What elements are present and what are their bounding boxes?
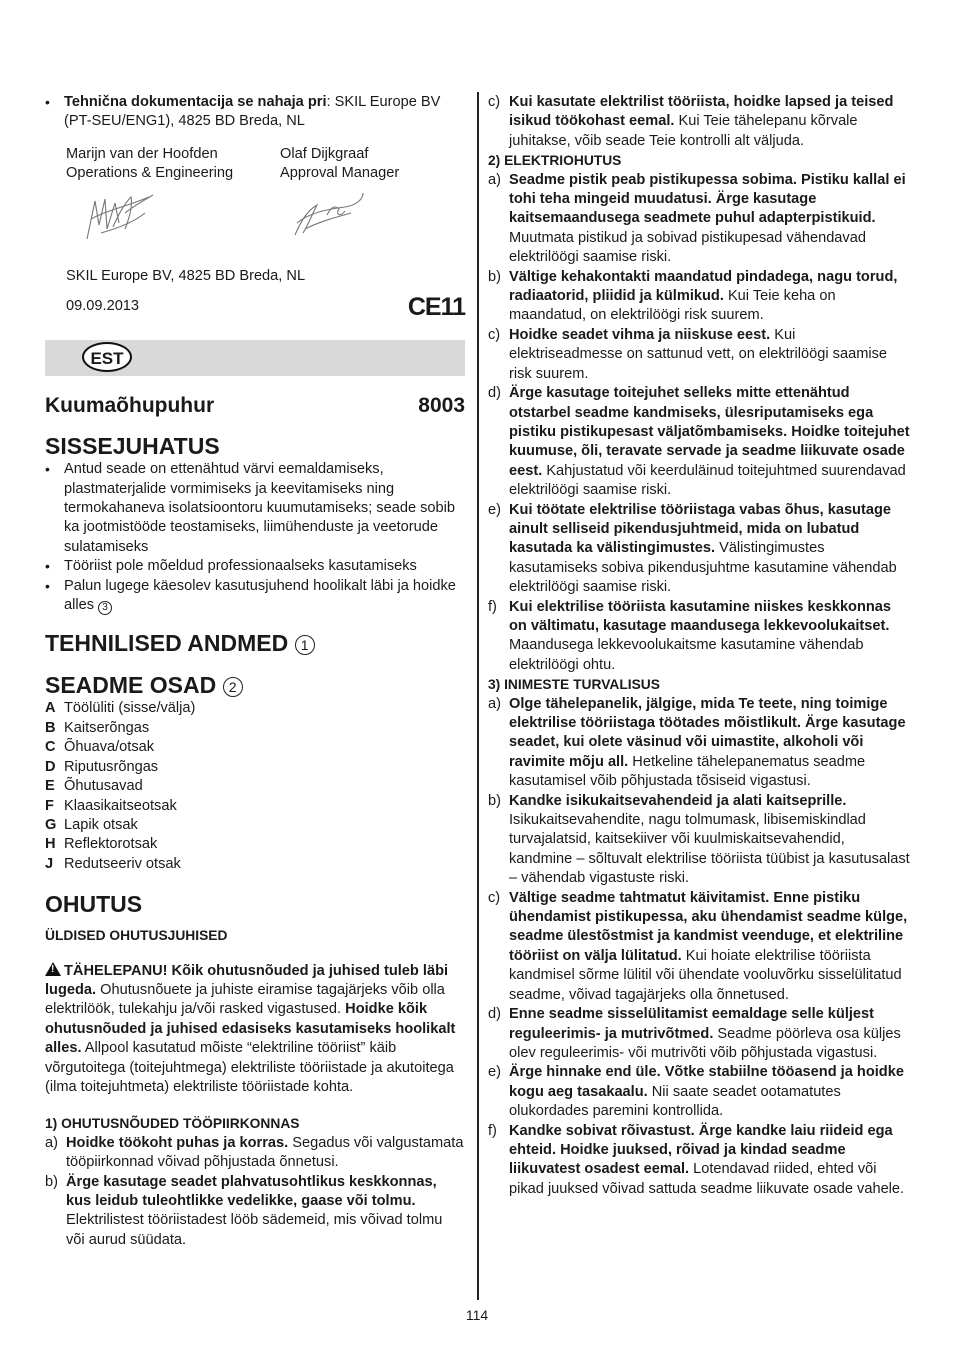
item-body: Kui elektriseadmesse on sattunud vett, on elektrilöögi saamise risk suurem. <box>509 326 888 382</box>
warning-text: Ohutusnõuete ja juhiste eiramise tagajärjeks võib olla elektrilöök, tulekahju ja/või rasked vigastused. <box>45 981 445 1018</box>
part-label: Reflektorotsak <box>64 836 158 853</box>
part-item <box>45 797 465 816</box>
item-text <box>509 171 910 268</box>
language-badge: EST <box>82 342 132 372</box>
warning-bold: TÄHELEPANU! Kõik ohutusnõuded ja juhised tuleb läbi lugeda. <box>45 962 449 998</box>
item-text <box>66 1134 465 1173</box>
item-bold: Hoidke töökoht puhas ja korras. <box>66 1134 289 1151</box>
item-text <box>509 889 910 1005</box>
item-text <box>509 1063 910 1121</box>
item-bold: Ärge hinnake end üle. Võtke stabiilne tööasend ja hoidke kogu aeg tasakaalu. <box>509 1064 904 1100</box>
bullet-dot: • <box>45 94 50 110</box>
intro-bullet <box>45 577 465 616</box>
warning-paragraph <box>45 962 465 1098</box>
item-body: Kui Teie tähelepanu kõrvale juhitakse, võib seade Teie kontrolli alt väljuda. <box>509 113 858 149</box>
tech-doc-bullet <box>45 93 465 132</box>
electrical-item <box>488 598 910 676</box>
warning-bold-2: Hoidke kõik ohutusnõuded ja juhised edasiseks kasutamiseks hoolikalt alles. <box>45 1001 456 1057</box>
signer-2 <box>280 145 399 183</box>
electrical-item <box>488 384 910 500</box>
item-body: Kui Teie keha on maandatud, on elektrilöögi risk suurem. <box>509 288 836 324</box>
safety-heading: OHUTUS <box>45 891 143 918</box>
electrical-item <box>488 268 910 326</box>
product-name: Kuumaõhupuhur <box>45 394 215 418</box>
part-letter: C <box>45 739 56 756</box>
bullet-dot: • <box>45 577 50 594</box>
item-text <box>509 501 910 598</box>
part-label: Riputusrõngas <box>64 758 159 775</box>
item-body: Seadme pöörleva osa küljes olev reguleerimis- või mutrivõti võib põhjustada vigastusi. <box>509 1025 901 1061</box>
item-bold: Kandke isikukaitsevahendeid ja alati kaitseprille. <box>509 792 847 809</box>
item-marker: c) <box>488 94 501 110</box>
part-item <box>45 855 465 874</box>
part-item <box>45 816 465 835</box>
signature-1-image <box>87 195 153 239</box>
date: 09.09.2013 <box>66 298 140 315</box>
item-marker: d) <box>488 1006 501 1023</box>
workarea-item <box>45 1173 465 1251</box>
item-marker: d) <box>488 385 501 402</box>
part-label: Lapik otsak <box>64 816 138 833</box>
part-item <box>45 777 465 796</box>
item-marker: a) <box>488 171 501 188</box>
left-column <box>45 93 465 1250</box>
electrical-heading: 2) ELEKTRIOHUTUS <box>488 153 622 169</box>
item-bold: Ärge kasutage toitejuhet selleks mitte ettenähtud otstarbel seadme kandmiseks, ülesriputamiseks ega pistiku pistikupesast väljatõmbamiseks. Hoidke toitejuhet kuumuse, õli, teravate servade ja seadme liikuvate osade eest. <box>509 385 910 479</box>
tech-heading-text: TEHNILISED ANDMED <box>45 630 289 657</box>
intro-bullet-text: Tööriist pole mõeldud professionaalseks kasutamiseks <box>64 558 417 575</box>
intro-heading: SISSEJUHATUS <box>45 433 220 460</box>
item-text <box>509 384 910 500</box>
item-text <box>66 1173 465 1251</box>
item-bold: Vältige seadme tahtmatut käivitamist. Enne pistiku ühendamist pistikupessa, aku ühendamist seadme külge, seadme ülestõstmist ja kandmist veenduge, et elektriline tööriist on välja lülitatud. <box>509 889 908 964</box>
personal-item <box>488 695 910 792</box>
part-item <box>45 738 465 757</box>
figure-ref: 3 <box>98 601 112 615</box>
company-line: SKIL Europe BV, 4825 BD Breda, NL <box>66 267 306 284</box>
item-text <box>509 268 910 326</box>
tech-doc-text: : SKIL Europe BV (PT-SEU/ENG1), 4825 BD Breda, NL <box>64 94 441 130</box>
part-letter: A <box>45 700 56 717</box>
item-body: Kahjustatud või keerduläinud toitejuhtmed suurendavad elektrilöögi saamise riski. <box>509 462 906 499</box>
figure-ref: 1 <box>295 635 315 655</box>
item-bold: Kui kasutate elektrilist tööriista, hoidke lapsed ja teised isikud töökohast eemal. <box>509 94 894 130</box>
intro-bullet-text: Antud seade on ettenähtud värvi eemaldamiseks, plastmaterjalide vormimiseks ja keevitamiseks ning termokahaneva isolatsioontoru kuumutamiseks; seade sobib ka jootmistööde teostamiseks, liimühenduste ja veetorude sulatamiseks <box>64 461 456 555</box>
personal-item <box>488 889 910 1005</box>
item-marker: e) <box>488 501 501 518</box>
part-item <box>45 699 465 718</box>
item-bold: Vältige kehakontakti maandatud pindadega, nagu torud, radiaatorid, pliidid ja külmikud. <box>509 268 898 305</box>
signer-1-name: Marijn van der Hoofden <box>66 145 218 162</box>
warning-text-2: Allpool kasutatud mõiste “elektriline tööriist” käib võrgutoitega (toitejuhtmega) elektriliste tööriistade ja akutoitega (ilma toitejuhtmeta) elektriliste tööriistade kohta. <box>45 1040 454 1095</box>
item-bold: Olge tähelepanelik, jälgige, mida Te teete, ning toimige elektrilise tööriistaga töötades mõistlikult. Ärge kasutage seadet, kui olete väsinud või uimastite, alkoholi või ravimite mõju all. <box>509 695 906 770</box>
electrical-item <box>488 501 910 598</box>
part-item <box>45 758 465 777</box>
item-marker: b) <box>45 1173 58 1190</box>
item-text <box>509 598 910 676</box>
signature-area <box>45 183 465 267</box>
parts-heading <box>45 671 465 699</box>
part-item <box>45 719 465 738</box>
item-bold: Kandke sobivat rõivastust. Ärge kandke laiu riideid ega ehteid. Hoidke juuksed, rõivad ja kindad seadme liikuvatest osadest eemal. <box>509 1122 893 1178</box>
item-body: Isikukaitsevahendite, nagu tolmumask, libisemiskindlad turvajalatsid, kaitsekiiver või kuulmiskaitsevahendid, kandmine – sõltuvalt elektrilise tööriista tüübist ja kasutusalast – vähendab vigastuste riski. <box>509 812 910 887</box>
signer-2-name: Olaf Dijkgraaf <box>280 145 369 162</box>
item-marker: e) <box>488 1064 501 1081</box>
item-body: Välistingimustes kasutamiseks sobiva pikendusjuhtme kasutamine vähendab elektrilöögi saamise riski. <box>509 540 897 596</box>
ce-mark: CE11 <box>407 293 465 322</box>
signers <box>66 145 465 183</box>
product-title-row <box>45 393 465 419</box>
item-text <box>509 93 910 151</box>
item-marker: f) <box>488 598 497 615</box>
part-letter: G <box>45 816 57 833</box>
part-letter: J <box>45 855 54 872</box>
signer-2-title: Approval Manager <box>280 164 400 181</box>
part-label: Õhuava/otsak <box>64 739 155 756</box>
signer-1-title: Operations & Engineering <box>66 164 234 181</box>
intro-bullet <box>45 460 465 557</box>
personal-item <box>488 1063 910 1121</box>
tech-doc-bold: Tehnična dokumentacija se nahaja pri <box>64 94 327 110</box>
part-letter: F <box>45 797 54 814</box>
part-letter: E <box>45 778 55 795</box>
item-bold: Kui elektrilise tööriista kasutamine niiskes keskkonnas on vältimatu, kasutage maandusega lekkevoolukaitset. <box>509 598 892 634</box>
item-marker: b) <box>488 792 501 809</box>
intro-bullet <box>45 557 465 576</box>
personal-item <box>488 1005 910 1063</box>
item-body: Nii saate seadet ootamatutes olukordades paremini kontrollida. <box>509 1083 841 1120</box>
bullet-dot: • <box>45 558 50 575</box>
item-text <box>509 1005 910 1063</box>
personal-heading: 3) INIMESTE TURVALISUS <box>488 677 660 693</box>
warning-icon: ! <box>45 962 61 976</box>
item-body: Elektrilistest tööriistadest lööb sädemeid, mis võivad tolmu või aurud süüdata. <box>66 1212 443 1248</box>
item-marker: a) <box>45 1134 58 1151</box>
parts-list <box>45 699 465 874</box>
item-marker: c) <box>488 889 501 906</box>
figure-ref: 2 <box>223 677 243 697</box>
signature-images <box>45 183 465 267</box>
item-bold: Seadme pistik peab pistikupessa sobima. Pistiku kallal ei tohi teha mingeid muudatusi. Ärge kasutage kaitsemaandusega seadmete puhul adapterpistikuid. <box>509 171 906 227</box>
general-safety-heading: ÜLDISED OHUTUSJUHISED <box>45 928 228 944</box>
item-text <box>509 792 910 889</box>
parts-heading-text: SEADME OSAD <box>45 672 217 699</box>
intro-list <box>45 460 465 615</box>
product-number: 8003 <box>418 394 465 418</box>
part-letter: D <box>45 758 56 775</box>
signature-2-image <box>295 193 363 235</box>
intro-bullet-text: Palun lugege käesolev kasutusjuhend hoolikalt läbi ja hoidke alles <box>64 577 456 614</box>
bullet-dot: • <box>45 461 50 478</box>
column-divider <box>477 92 479 1300</box>
item-marker: b) <box>488 268 501 285</box>
item-bold: Ärge kasutage seadet plahvatusohtlikus keskkonnas, kus leidub tuleohtlikke vedelikke, gaase või tolmu. <box>66 1173 437 1209</box>
electrical-item <box>488 326 910 384</box>
personal-item <box>488 792 910 889</box>
part-label: Töölüliti (sisse/välja) <box>64 700 196 717</box>
item-body: Kui hoiate elektrilise tööriista kandmisel sõrme lülitil või ühendate vooluvõrku sisselülitatud seadme, võivad tagajärjeks olla õnnetused. <box>509 947 902 1003</box>
signer-1 <box>66 145 280 183</box>
item-bold: Hoidke seadet vihma ja niiskuse eest. <box>509 326 771 343</box>
item-body: Hetkeline tähelepanematus seadme kasutamisel võib põhjustada tõsiseid vigastusi. <box>509 753 866 790</box>
item-bold: Kui töötate elektrilise tööriistaga vabas õhus, kasutage ainult selliseid pikendusjuhtmeid, mida on lubatud kasutada ka välistingimustes. <box>509 501 891 557</box>
electrical-item <box>488 171 910 268</box>
item-text <box>509 326 910 384</box>
item-text <box>509 1122 910 1200</box>
part-label: Kaitserõngas <box>64 719 150 736</box>
part-label: Klaasikaitseotsak <box>64 797 177 814</box>
language-bar <box>45 340 465 376</box>
part-label: Õhutusavad <box>64 778 143 795</box>
workarea-heading: 1) OHUTUSNÕUDED TÖÖPIIRKONNAS <box>45 1116 300 1132</box>
item-marker: a) <box>488 695 501 712</box>
item-body: Muutmata pistikud ja sobivad pistikupesad vähendavad elektrilöögi saamise riski. <box>509 229 866 266</box>
item-marker: f) <box>488 1122 497 1139</box>
part-letter: B <box>45 719 56 736</box>
part-item <box>45 835 465 854</box>
right-column <box>488 93 910 1199</box>
personal-item <box>488 1122 910 1200</box>
part-letter: H <box>45 836 56 853</box>
item-body: Lotendavad riided, ehted või pikad juuksed võivad sattuda seadme liikuvate osade vahele. <box>509 1161 905 1197</box>
item-body: Segadus või valgustamata tööpiirkonnad võivad põhjustada õnnetusi. <box>66 1134 464 1171</box>
item-marker: c) <box>488 326 501 343</box>
item-bold: Enne seadme sisselülitamist eemaldage selle küljest reguleerimis- ja mutrivõtmed. <box>509 1006 875 1042</box>
tech-heading <box>45 629 465 657</box>
page-number: 114 <box>465 1307 489 1323</box>
item-text <box>509 695 910 792</box>
workarea-item <box>45 1134 465 1173</box>
date-ce-row <box>45 292 465 322</box>
part-label: Redutseeriv otsak <box>64 855 181 872</box>
workarea-item <box>488 93 910 151</box>
item-body: Maandusega lekkevoolukaitsme kasutamine vähendab elektrilöögi ohtu. <box>509 637 864 673</box>
